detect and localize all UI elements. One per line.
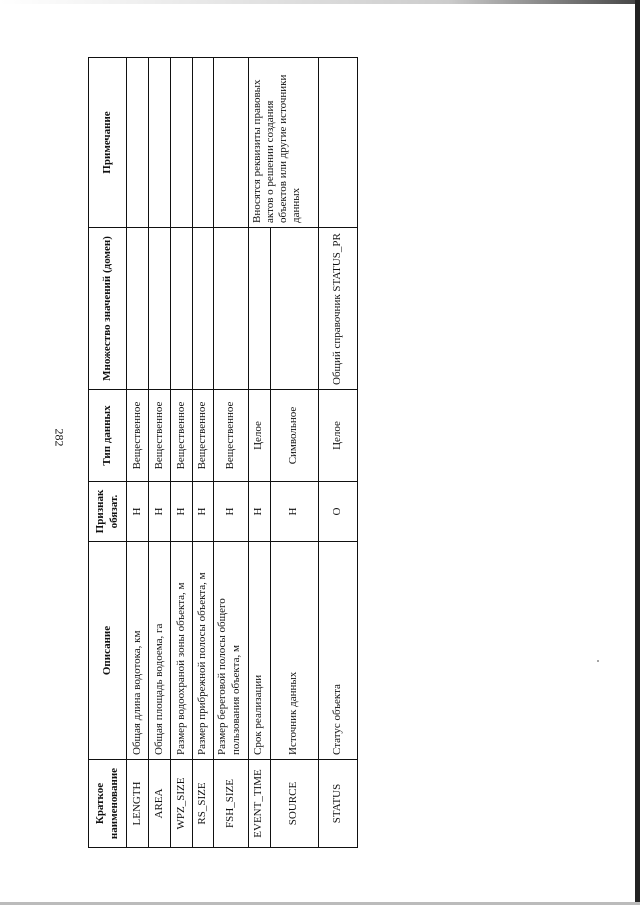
cell-description: Общая длина водотока, км (127, 542, 149, 760)
attribute-table-rotated (88, 58, 358, 848)
cell-short-name: WPZ_SIZE (170, 760, 192, 848)
cell-domain (170, 228, 192, 390)
attribute-table (88, 57, 358, 848)
cell-domain (192, 228, 214, 390)
table-row (148, 58, 170, 848)
cell-description: Размер водоохраной зоны объекта, м (170, 542, 192, 760)
cell-data-type: Целое (248, 390, 270, 482)
table-row (248, 58, 270, 848)
cell-short-name: LENGTH (127, 760, 149, 848)
scan-edge-right (635, 0, 640, 905)
table-row (192, 58, 214, 848)
header-note: Примечание (89, 58, 127, 228)
cell-note (318, 58, 357, 228)
cell-domain (248, 228, 270, 390)
cell-note (214, 58, 248, 228)
attribute-table-wrapper (88, 58, 358, 848)
table-row (170, 58, 192, 848)
cell-short-name: AREA (148, 760, 170, 848)
header-data-type: Тип данных (89, 390, 127, 482)
cell-note-source: Вносятся реквизиты правовых актов о решении создания объектов или другие источники данных (248, 58, 318, 228)
cell-short-name: STATUS (318, 760, 357, 848)
cell-description: Общая площадь водоема, га (148, 542, 170, 760)
cell-required: Н (170, 482, 192, 542)
cell-required: Н (127, 482, 149, 542)
cell-data-type: Вещественное (170, 390, 192, 482)
table-row (318, 58, 357, 848)
cell-domain: Общий справочник STATUS_PR (318, 228, 357, 390)
header-description: Описание (89, 542, 127, 760)
header-domain: Множество значений (домен) (89, 228, 127, 390)
table-row (127, 58, 149, 848)
cell-data-type: Целое (318, 390, 357, 482)
cell-description: Размер прибрежной полосы объекта, м (192, 542, 214, 760)
cell-required: Н (248, 482, 270, 542)
cell-description: Источник данных (270, 542, 318, 760)
header-short-name: Краткое наименование (89, 760, 127, 848)
cell-required: О (318, 482, 357, 542)
cell-required: Н (270, 482, 318, 542)
cell-description: Статус объекта (318, 542, 357, 760)
scan-speck (597, 660, 599, 662)
cell-data-type: Символьное (270, 390, 318, 482)
cell-short-name: SOURCE (270, 760, 318, 848)
cell-note (148, 58, 170, 228)
cell-data-type: Вещественное (192, 390, 214, 482)
cell-note (170, 58, 192, 228)
scan-edge-top (0, 0, 640, 4)
cell-short-name: EVENT_TIME (248, 760, 270, 848)
cell-short-name: FSH_SIZE (214, 760, 248, 848)
cell-domain (270, 228, 318, 390)
table-header-row (89, 58, 127, 848)
cell-domain (127, 228, 149, 390)
cell-required: Н (214, 482, 248, 542)
cell-data-type: Вещественное (214, 390, 248, 482)
header-required: Признак обязат. (89, 482, 127, 542)
cell-short-name: RS_SIZE (192, 760, 214, 848)
table-row (214, 58, 248, 848)
cell-domain (214, 228, 248, 390)
cell-description: Размер береговой полосы общего пользования объекта, м (214, 542, 248, 760)
cell-required: Н (192, 482, 214, 542)
cell-note (192, 58, 214, 228)
cell-description: Срок реализации (248, 542, 270, 760)
cell-note (127, 58, 149, 228)
cell-domain (148, 228, 170, 390)
cell-data-type: Вещественное (127, 390, 149, 482)
cell-required: Н (148, 482, 170, 542)
page-number: 282 (52, 428, 67, 447)
cell-data-type: Вещественное (148, 390, 170, 482)
